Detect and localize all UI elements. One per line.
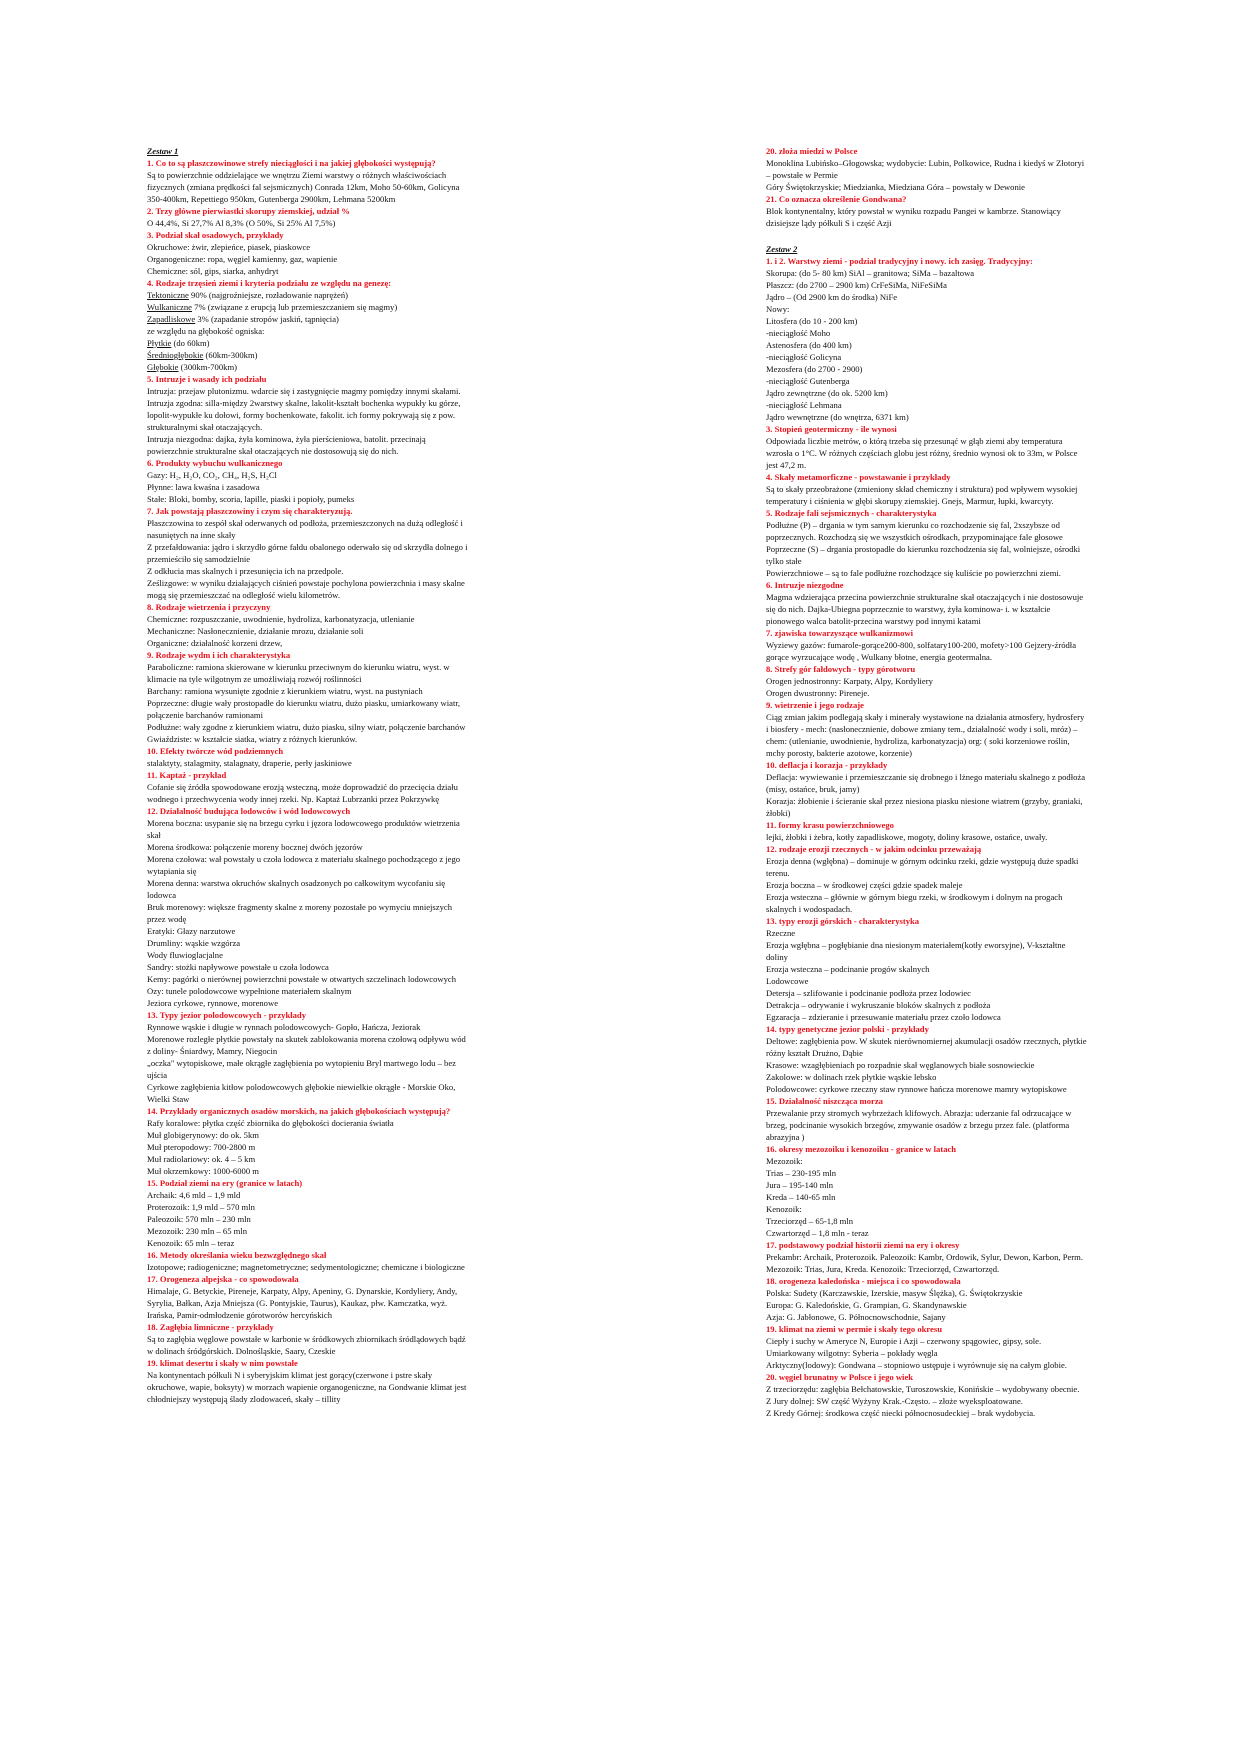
answer-line: Paleozoik: 570 mln – 230 mln (147, 1214, 251, 1224)
answer-line: Poprzeczne (S) – drgania prostopadłe do kierunku rozchodzenia się fal, wolniejsze, ośrodki tylko stałe (766, 544, 1081, 566)
answer-line: Sandry: stożki napływowe powstałe u czoła lodowca (147, 962, 329, 972)
question-heading: 18. orogeneza kaledońska - miejsca i co spowodowała (766, 1276, 961, 1286)
answer-line: Archaik: 4,6 mld – 1,9 mld (147, 1190, 241, 1200)
question-heading: 19. klimat na ziemi w permie i skały tego okresu (766, 1324, 942, 1334)
answer-line: Poprzeczne: długie wały prostopadłe do kierunku wiatru, dużo piasku, umiarkowany wiatr, połączenie barchanów ramionami (147, 698, 461, 720)
question-heading: 13. typy erozji górskich - charakterystyka (766, 916, 920, 926)
answer-line: Drumliny: wąskie wzgórza (147, 938, 241, 948)
answer-line: Morena środkowa: połączenie moreny bocznej dwóch jęzorów (147, 842, 363, 852)
question-heading: 7. Jak powstają płaszczowiny i czym się charakteryzują. (147, 506, 353, 516)
answer-line: Płynne: lawa kwaśna i zasadowa (147, 482, 260, 492)
question-heading: 20. złoża miedzi w Polsce (766, 146, 858, 156)
question-heading: 9. wietrzenie i jego rodzaje (766, 700, 864, 710)
answer-line: Erozja wsteczna – głównie w górnym biegu rzeki, w środkowym i dolnym na progach skalnych i wodospadach. (766, 892, 1063, 914)
question-heading: 2. Trzy główne pierwiastki skorupy ziemskiej, udział % (147, 206, 350, 216)
answer-line: Trias – 230-195 mln (766, 1168, 837, 1178)
term-label: Średniogłębokie (147, 350, 204, 360)
question-heading: 9. Rodzaje wydm i ich charakterystyka (147, 650, 291, 660)
answer-line: Muł pteropodowy: 700-2800 m (147, 1142, 256, 1152)
answer-line: Kreda – 140-65 mln (766, 1192, 836, 1202)
answer-line: Erozja wsteczna – podcinanie progów skalnych (766, 964, 930, 974)
question-heading: 1. Co to są płaszczowinowe strefy nieciągłości i na jakiej głębokości występują? (147, 158, 436, 168)
answer-line (147, 289, 469, 301)
answer-line: Płaszczowina to zespół skał oderwanych od podłoża, przemieszczonych na dużą odległość i nasuniętych na inne skały (147, 518, 463, 540)
answer-line: Kemy: pagórki o nierównej powierzchni powstałe w otwartych szczelinach lodowcowych (147, 974, 457, 984)
question-heading: 11. Kaptaż - przykład (147, 770, 227, 780)
question-heading: 7. zjawiska towarzyszące wulkanizmowi (766, 628, 914, 638)
question-heading: 12. rodzaje erozji rzecznych - w jakim odcinku przeważają (766, 844, 982, 854)
term-text: (300km-700km) (178, 362, 237, 372)
answer-line: Wyziewy gazów: fumarole-gorące200-800, solfatary100-200, mofety>100 Gejzery-źródła gorące wyrzucające wodę , Wulkany błotne, energia geotermalna. (766, 640, 1077, 662)
answer-line: Cofanie się źródła spowodowane erozją wsteczną, może doprowadzić do przecięcia działu wodnego i przechwycenia wody innej rzeki. Np. Kaptaż Lubrzanki przez Pokrzywkę (147, 782, 458, 804)
question-heading: 15. Działalność niszcząca morza (766, 1096, 883, 1106)
term-text: 90% (najgroźniejsze, rozładowanie naprężeń) (188, 290, 349, 300)
answer-line: Okruchowe: żwir, zlepieńce, piasek, piaskowce (147, 242, 311, 252)
answer-line: Powierzchniowe – są to fale podłużne rozchodzące się kuliście po powierzchni ziemi. (766, 568, 1061, 578)
answer-line: Chemiczne: rozpuszczanie, uwodnienie, hydroliza, karbonatyzacja, utlenianie (147, 614, 415, 624)
section-title: Zestaw 1 (147, 146, 179, 156)
answer-line: Jądro wewnętrzne (do wnętrza, 6371 km) (766, 412, 909, 422)
answer-line: Organiczne: działalność korzeni drzew, (147, 638, 283, 648)
question-heading: 12. Działalność budująca lodowców i wód lodowcowych (147, 806, 351, 816)
question-heading: 4. Rodzaje trzęsień ziemi i kryteria podziału ze względu na genezę: (147, 278, 392, 288)
answer-line: lejki, żłobki i żebra, kotły zapadliskowe, mogoty, doliny krasowe, ostańce, uwały. (766, 832, 1048, 842)
answer-line: Orogen dwustronny: Pireneje. (766, 688, 870, 698)
answer-line: Z trzeciorzędu: zagłębia Bełchatowskie, Turoszowskie, Konińskie – wydobywany obecnie. (766, 1384, 1080, 1394)
answer-line: ze względu na głębokość ogniska: (147, 326, 265, 336)
answer-line: Mechaniczne: Nasłonecznienie, działanie mrozu, działanie soli (147, 626, 364, 636)
answer-line: Blok kontynentalny, który powstał w wyniku rozpadu Pangei w kambrze. Stanowiący dzisiejsze lądy półkuli S i część Azji (766, 206, 1061, 228)
answer-line: Ozy: tunele polodowcowe wypełnione materiałem skalnym (147, 986, 352, 996)
question-heading: 6. Intruzje niezgodne (766, 580, 844, 590)
answer-line: Ciepły i suchy w Ameryce N, Europie i Azji – czerwony spągowiec, gipsy, sole. (766, 1336, 1042, 1346)
term-text: 3% (zapadanie stropów jaskiń, tąpnięcia) (195, 314, 339, 324)
answer-line: Czwartorzęd – 1,8 mln - teraz (766, 1228, 869, 1238)
answer-line: Korazja: żłobienie i ścieranie skał przez niesiona piasku niesione wiatrem (grzyby, graniaki, żłobki) (766, 796, 1083, 818)
question-heading: 14. Przykłady organicznych osadów morskich, na jakich głębokościach występują? (147, 1106, 451, 1116)
answer-line (147, 337, 469, 349)
answer-line: Paraboliczne: ramiona skierowane w kierunku przeciwnym do kierunku wiatru, wyst. w klimacie na tyle wilgotnym ze umożliwiają rozwój roślinności (147, 662, 450, 684)
answer-line: Trzeciorzęd – 65-1,8 mln (766, 1216, 854, 1226)
answer-line: Podłużne: wały zgodne z kierunkiem wiatru, dużo piasku, silny wiatr, połączenie barchanów (147, 722, 466, 732)
answer-line: Azja: G. Jabłonowe, G. Północnowschodnie, Sajany (766, 1312, 946, 1322)
answer-line: Detersja – szlifowanie i podcinanie podłoża przez lodowiec (766, 988, 971, 998)
answer-line: Z przefałdowania: jądro i skrzydło górne fałdu obalonego oderwało się od skrzydła dolnego i przemieściło się samodzielnie (147, 542, 468, 564)
answer-line (147, 313, 469, 325)
answer-line: Kenozoik: 65 mln – teraz (147, 1238, 235, 1248)
answer-line: -nieciągłość Gutenberga (766, 376, 850, 386)
answer-line: Z odkłucia mas skalnych i przesunięcia ich na przedpole. (147, 566, 344, 576)
question-heading: 20. węgiel brunatny w Polsce i jego wiek (766, 1372, 914, 1382)
answer-line: Jądro – (Od 2900 km do środka) NiFe (766, 292, 898, 302)
answer-line: Umiarkowany wilgotny: Syberia – pokłady węgla (766, 1348, 938, 1358)
answer-line: Deflacja: wywiewanie i przemieszczanie się drobnego i lżnego materiału skalnego z podłoża (misy, ostańce, bruk, jamy) (766, 772, 1086, 794)
answer-line: Mezozoik: (766, 1156, 803, 1166)
answer-line: Polska: Sudety (Karczawskie, Izerskie, masyw Ślężka), G. Świętokrzyskie (766, 1288, 1023, 1298)
term-text: (do 60km) (171, 338, 210, 348)
question-heading: 16. okresy mezozoiku i kenozoiku - granice w latach (766, 1144, 957, 1154)
question-heading: 10. Efekty twórcze wód podziemnych (147, 746, 284, 756)
answer-line: Kenozoik: (766, 1204, 802, 1214)
answer-line: Erozja denna (wgłębna) – dominuje w górnym odcinku rzeki, gdzie występują duże spadki terenu. (766, 856, 1079, 878)
answer-line: Morena boczna: usypanie się na brzegu cyrku i jęzora lodowcowego produktów wietrzenia skał (147, 818, 460, 840)
answer-line: Z Jury dolnej: SW część Wyżyny Krak.-Często. – złoże wyeksploatowane. (766, 1396, 1023, 1406)
answer-line: stalaktyty, stalagmity, stalagnaty, draperie, perły jaskiniowe (147, 758, 352, 768)
answer-line: Egzaracja – zdzieranie i przesuwanie materiału przez czoło lodowca (766, 1012, 1001, 1022)
term-label: Płytkie (147, 338, 172, 348)
answer-line: Proterozoik: 1,9 mld – 570 mln (147, 1202, 255, 1212)
answer-line: Morena denna: warstwa okruchów skalnych osadzonych po całkowitym wycofaniu się lodowca (147, 878, 446, 900)
answer-line: Wody fluwioglacjalne (147, 950, 223, 960)
question-heading: 3. Podział skał osadowych, przykłady (147, 230, 284, 240)
answer-line: Są to zagłębia węglowe powstałe w karbonie w śródkowych zbiornikach śródlądowych bądź w dolinach śródgórskich. Dolnośląskie, Saary, Czeskie (147, 1334, 466, 1356)
answer-line: -nieciągłość Lehmana (766, 400, 842, 410)
answer-line: Zakolowe: w dolinach rzek płytkie wąskie lebsko (766, 1072, 937, 1082)
answer-line: Mezozoik: 230 mln – 65 mln (147, 1226, 248, 1236)
answer-line: Jądro zewnętrzne (do ok. 5200 km) (766, 388, 888, 398)
answer-line: Płaszcz: (do 2700 – 2900 km) CrFeSiMa, NiFeSiMa (766, 280, 947, 290)
answer-line: Skorupa: (do 5- 80 km) SiAl – granitowa; SiMa – bazaltowa (766, 268, 975, 278)
answer-line: Monoklina Lubińsko–Głogowska; wydobycie: Lubin, Polkowice, Rudna i kiedyś w Złotoryi – powstałe w Permie (766, 158, 1085, 180)
answer-line: Muł okrzemkowy: 1000-6000 m (147, 1166, 259, 1176)
answer-line: Intruzja: przejaw plutonizmu. wdarcie się i zastygnięcie magmy pomiędzy innymi skałami. (147, 386, 461, 396)
answer-line: Prekambr: Archaik, Proterozoik. Paleozoik: Kambr, Ordowik, Sylur, Dewon, Karbon, Perm. Mezozoik: Trias, Jura, Kreda. Kenozoik: Trzeciorzęd, Czwartorzęd. (766, 1252, 1083, 1274)
question-heading: 6. Produkty wybuchu wulkanicznego (147, 458, 283, 468)
answer-line: O 44,4%, Si 27,7% Al 8,3% (O 50%, Si 25% Al 7,5%) (147, 218, 336, 228)
question-heading: 5. Rodzaje fali sejsmicznych - charakterystyka (766, 508, 937, 518)
answer-line (147, 349, 469, 361)
answer-line: Mezosfera (do 2700 - 2900) (766, 364, 863, 374)
answer-line: Krasowe: wzagłębieniach po rozpadnie skał węglanowych białe sosnowieckie (766, 1060, 1035, 1070)
answer-line: Himalaje, G. Betyckie, Pireneje, Karpaty, Alpy, Apeniny, G. Dynarskie, Kordyliery, Andy, Syrylia, Bałkan, Azja Mniejsza (G. Pontyjskie, Taurus), Kaukaz, płw. Kamczatka, wyż. Irańska, Pamir-odmłodzenie górotworów hercyńskich (147, 1286, 458, 1320)
answer-line: Na kontynentach półkuli N i syberyjskim klimat jest gorący(czerwone i pstre skały okruchowe, wapie, boksyty) w morzach wapienie organogeniczne, na Gondwanie klimat jest chłodniejszy występują ślady zlodowaceń, skały – tillity (147, 1370, 467, 1404)
question-heading: 1. i 2. Warstwy ziemi - podział tradycyjny i nowy. ich zasięg. Tradycyjny: (766, 256, 1033, 266)
answer-line: Chemiczne: sól, gips, siarka, anhydryt (147, 266, 279, 276)
answer-line: Odpowiada liczbie metrów, o którą trzeba się przesunąć w głąb ziemi aby temperatura wzrosła o 1°C. W różnych częściach globu jest różny, średnio wynosi ok to 33m, w Polsce jest 47,2 m. (766, 436, 1078, 470)
section-title: Zestaw 2 (766, 244, 798, 254)
question-heading: 5. Intruzje i wasady ich podziału (147, 374, 267, 384)
answer-line: Stałe: Bloki, bomby, scoria, lapille, piaski i popioły, pumeks (147, 494, 355, 504)
question-heading: 15. Podział ziemi na ery (granice w latach) (147, 1178, 303, 1188)
answer-line: Orogen jednostronny: Karpaty, Alpy, Kordyliery (766, 676, 933, 686)
question-heading: 8. Strefy gór fałdowych - typy górotworu (766, 664, 916, 674)
answer-line: Góry Świętokrzyskie; Miedzianka, Miedziana Góra – powstały w Dewonie (766, 182, 1025, 192)
term-label: Zapadliskowe (147, 314, 196, 324)
term-label: Głębokie (147, 362, 179, 372)
question-heading: 11. formy krasu powierzchniowego (766, 820, 894, 830)
answer-line: Detrakcja – odrywanie i wykruszanie bloków skalnych z podłoża (766, 1000, 991, 1010)
question-heading: 18. Zagłębia limniczne - przykłady (147, 1322, 274, 1332)
term-text: 7% (związane z erupcją lub przemieszczaniem się magmy) (192, 302, 398, 312)
answer-line: Muł radiolariowy: ok. 4 – 5 km (147, 1154, 256, 1164)
answer-line: Morena czołowa: wał powstały u czoła lodowca z materiału skalnego pochodzącego z jego wytapiania się (147, 854, 461, 876)
question-heading: 19. klimat desertu i skały w nim powstałe (147, 1358, 298, 1368)
answer-line: Podłużne (P) – drgania w tym samym kierunku co rozchodzenie się fal, 2xszybsze od poprzecznych. Rozchodzą się we wszystkich ośrodkach, przypominające fale głosowe (766, 520, 1063, 542)
answer-line: Ciąg zmian jakim podlegają skały i minerały wystawione na działania atmosfery, hydrosfery i biosfery - mech: (nasłonecznienie, dobowe zmiany tem., działalność wody i soli, mróz) –chem: (utlenianie, uwodnienie, hydroliza, karbonatyzacja) org: ( soki korzeniowe roślin, mchy porosty, bakterie azotowe, korzenie) (766, 712, 1085, 758)
answer-line: Rynnowe wąskie i długie w rynnach polodowcowych- Gopło, Hańcza, Jeziorak (147, 1022, 421, 1032)
question-heading: 16. Metody określania wieku bezwzględnego skał (147, 1250, 327, 1260)
term-text: (60km-300km) (203, 350, 258, 360)
question-heading: 17. Orogeneza alpejska - co spowodowała (147, 1274, 299, 1284)
answer-line: Jura – 195-140 mln (766, 1180, 834, 1190)
answer-line: Magma wdzierająca przecina powierzchnie strukturalne skał otaczających i nie dostosowuje się do nich. Dajka-Ubiegna poprzecznie to warstwy, żyła kominowa- i. w kształcie pionowego walca batolit-przecina warstwy pod innymi katami (766, 592, 1084, 626)
answer-line: -nieciągłość Golicyna (766, 352, 842, 362)
answer-line: Nowy: (766, 304, 790, 314)
answer-line: Jeziora cyrkowe, rynnowe, morenowe (147, 998, 279, 1008)
answer-line: Intruzja zgodna: silla-między 2warstwy skalne, lakolit-kształt bochenka wypukły ku górze, lopolit-wypukłe ku dołowi, formy bochenkowate, fakolit. ich formy pokrywają się z pow. strukturalnymi skał otaczających. (147, 398, 461, 432)
answer-line (147, 361, 469, 373)
answer-line: Litosfera (do 10 - 200 km) (766, 316, 858, 326)
answer-line: Eratyki: Głazy narzutowe (147, 926, 236, 936)
answer-line: „oczka" wytopiskowe, małe okrągłe zagłębienia po wytopieniu Bryl martwego lodu – bez ujścia (147, 1058, 456, 1080)
answer-line: Europa: G. Kaledońskie, G. Grampian, G. Skandynawskie (766, 1300, 967, 1310)
answer-line: Rafy koralowe: płytka część zbiornika do głębokości docierania światła (147, 1118, 394, 1128)
answer-line: Morenowe rozległe płytkie powstały na skutek zablokowania morena czołową odpływu wód z doliny- Śniardwy, Mamry, Niegocin (147, 1034, 466, 1056)
answer-line: Rzeczne (766, 928, 796, 938)
answer-line: Lodowcowe (766, 976, 809, 986)
answer-line: Są to powierzchnie oddzielające we wnętrzu Ziemi warstwy o różnych właściwościach fizycznych (zmiana prędkości fal sejsmicznych) Conrada 12km, Moho 50-60km, Golicyna 350-400km, Repettiego 950km, Gutenberga 2900km, Lehmana 5200km (147, 170, 460, 204)
answer-line: Organogeniczne: ropa, węgiel kamienny, gaz, wapienie (147, 254, 338, 264)
answer-line: Gwiaździste: w kształcie siatka, wiatry z różnych kierunków. (147, 734, 358, 744)
question-heading: 3. Stopień geotermiczny - ile wynosi (766, 424, 897, 434)
term-label: Wulkaniczne (147, 302, 192, 312)
answer-line: Z Kredy Górnej: środkowa część niecki północnosudeckiej – brak wydobycia. (766, 1408, 1036, 1418)
question-heading: 14. typy genetyczne jezior polski - przykłady (766, 1024, 929, 1034)
answer-line: Cyrkowe zagłębienia kitłow polodowcowych głębokie niewielkie okrągłe - Morskie Oko, Wielki Staw (147, 1082, 456, 1104)
answer-line: Izotopowe; radiogeniczne; magnetometryczne; sedymentologiczne; chemiczne i biologiczne (147, 1262, 465, 1272)
question-heading: 17. podstawowy podział historii ziemi na ery i okresy (766, 1240, 960, 1250)
answer-line (147, 301, 469, 313)
question-heading: 4. Skały metamorficzne - powstawanie i przykłady (766, 472, 951, 482)
question-heading: 10. deflacja i korazja - przykłady (766, 760, 888, 770)
answer-line: Ześlizgowe: w wyniku działających ciśnień powstaje pochylona powierzchnia i masy skalne mogą się przemieszczać na odległość wielu kilometrów. (147, 578, 465, 600)
left-column (147, 145, 469, 1405)
answer-line: Astenosfera (do 400 km) (766, 340, 852, 350)
answer-line: Intruzja niezgodna: dajka, żyła kominowa, żyła pierścieniowa, batolit. przecinają powierzchnie strukturalne skał otaczających nie dostosowują się do nich. (147, 434, 426, 456)
answer-line: Są to skały przeobrażone (zmieniony skład chemiczny i struktura) pod wpływem wysokiej temperatury i ciśnienia w głębi skorupy ziemskiej. Gnejs, Marmur, łupki, kwarcyty. (766, 484, 1078, 506)
question-heading: 13. Typy jezior polodowcowych - przykłady (147, 1010, 306, 1020)
answer-line: Arktyczny(lodowy): Gondwana – stopniowo ustępuje i wyrównuje się na całym globie. (766, 1360, 1067, 1370)
answer-line: Polodowcowe: cyrkowe rzeczny staw rynnowe hańcza morenowe mamry wytopiskowe (766, 1084, 1067, 1094)
term-label: Tektoniczne (147, 290, 189, 300)
question-heading: 21. Co oznacza określenie Gondwana? (766, 194, 907, 204)
right-column (766, 145, 1088, 1419)
answer-line: Deltowe: zagłębienia pow. W skutek nierównomiernej akumulacji osadów rzecznych, płytkie różny kształt Drużno, Dąbie (766, 1036, 1087, 1058)
answer-line: Muł globigerynowy: do ok. 5km (147, 1130, 259, 1140)
answer-line: -nieciągłość Moho (766, 328, 831, 338)
answer-line: Barchany: ramiona wysunięte zgodnie z kierunkiem wiatru, wyst. na pustyniach (147, 686, 423, 696)
answer-line: Erozja boczna – w środkowej części gdzie spadek maleje (766, 880, 963, 890)
answer-line: Bruk morenowy: większe fragmenty skalne z moreny pozostałe po wymyciu mniejszych przez wodę (147, 902, 452, 924)
answer-line: Przewalanie przy stromych wybrzeżach klifowych. Abrazja: uderzanie fal odrzucające w brzeg, podcinanie wysokich brzegów, zmywanie osadów z brzegu przez fale. (platforma abrazyjna ) (766, 1108, 1072, 1142)
answer-line: Erozja wgłębna – pogłębianie dna niesionym materiałem(kotły eworsyjne), V-kształtne doliny (766, 940, 1066, 962)
answer-line: Gazy: H₂, H₂O, CO₂, CH₄, H₂S, H₂Cl (147, 470, 277, 480)
question-heading: 8. Rodzaje wietrzenia i przyczyny (147, 602, 271, 612)
